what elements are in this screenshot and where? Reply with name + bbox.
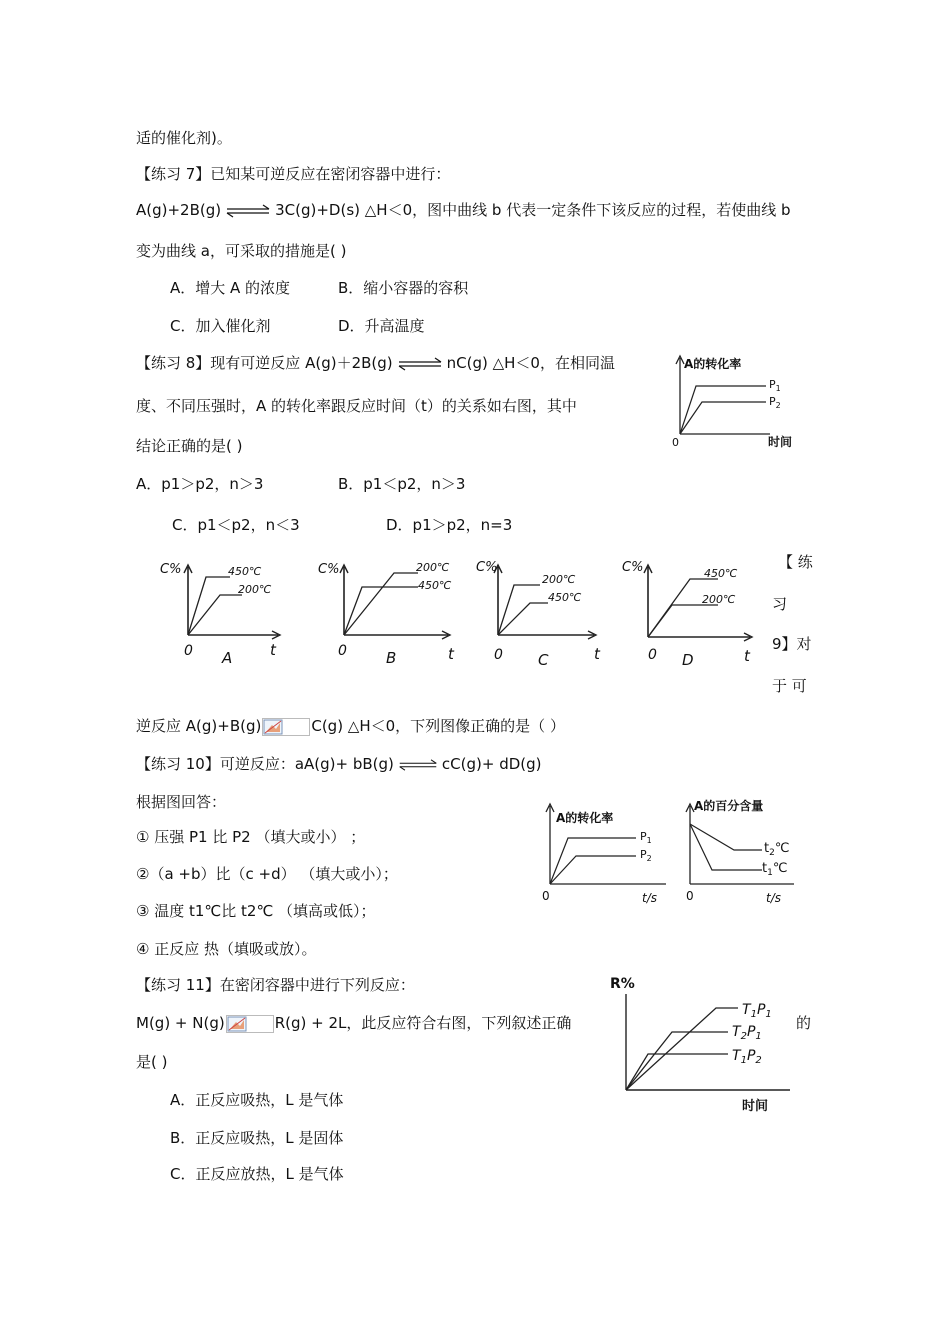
curve-p1 — [550, 838, 636, 884]
curve-low — [648, 605, 718, 637]
option-d: D．升高温度 — [338, 317, 425, 335]
option-a: A．正反应吸热，L 是气体 — [170, 1091, 344, 1109]
curve-high — [498, 585, 540, 635]
option-c: C．加入催化剂 — [170, 317, 271, 335]
curve-label-bottom: 200℃ — [702, 593, 736, 606]
figure-10-conversion — [538, 800, 673, 908]
curve-label-p2: $P_2$ — [769, 395, 781, 410]
option-d: D．p1＞p2，n=3 — [386, 516, 513, 534]
t-axis-label: t — [270, 641, 276, 659]
text-line: 适的催化剂)。 — [136, 129, 232, 147]
figure-10-content — [682, 794, 807, 908]
curve-label-t1: $t_1℃$ — [762, 861, 788, 878]
exercise-7-question: 变为曲线 a，可采取的措施是( ) — [136, 242, 347, 260]
exercise-10-item-1: ① 压强 P1 比 P2 （填大或小） ； — [136, 828, 366, 846]
t-axis-label: t — [744, 647, 750, 665]
origin-label: 0 — [686, 889, 694, 903]
figure-letter: B — [386, 649, 397, 667]
curve-high — [648, 579, 718, 637]
equation-left: 【练习 10】可逆反应：aA(g)+ bB(g) — [136, 755, 394, 773]
figure-9-a — [158, 547, 298, 672]
y-axis-label: A的转化率 — [556, 811, 614, 825]
curve-p1 — [680, 386, 766, 434]
y-axis-label: C% — [160, 562, 182, 577]
curve-label-top: 450℃ — [704, 567, 738, 580]
equation-right: 3C(g)+D(s) △H＜0，图中曲线 b 代表一定条件下该反应的过程，若使曲线 b — [275, 201, 791, 219]
option-a: A．增大 A 的浓度 — [170, 279, 291, 297]
y-axis-label: C% — [318, 562, 340, 577]
curve-t1p2 — [626, 1054, 728, 1090]
curve-label-t2: $t_2℃$ — [764, 841, 790, 858]
broken-image-icon — [226, 1015, 274, 1033]
curve-label-t1p1: $T_1P_1$ — [742, 1002, 772, 1020]
curve-label-bottom: 450℃ — [418, 579, 452, 592]
t-axis-label: t — [448, 645, 454, 663]
exercise-9-equation — [136, 716, 565, 736]
curve-t1p1 — [626, 1008, 738, 1090]
y-axis-label: A的转化率 — [684, 357, 742, 371]
broken-image-icon — [262, 718, 310, 736]
option-c: C．p1＜p2，n＜3 — [172, 516, 300, 534]
figure-exercise-8 — [668, 350, 808, 450]
exercise-9-side: 【 练 — [778, 553, 813, 571]
option-b: B．正反应吸热，L 是固体 — [170, 1129, 344, 1147]
exercise-7-equation — [136, 200, 790, 220]
curve-t2p1 — [626, 1032, 728, 1090]
figure-exercise-11 — [608, 972, 798, 1117]
equation-right: cC(g)+ dD(g) — [441, 755, 542, 773]
x-axis-label: t/s — [766, 891, 781, 905]
equilibrium-arrow-icon — [225, 204, 271, 218]
equilibrium-arrow-icon — [398, 758, 438, 772]
curve-label-top: 200℃ — [416, 561, 450, 574]
equation-left: A(g)+2B(g) — [136, 201, 222, 219]
equation-right: R(g) + 2L，此反应符合右图，下列叙述正确 — [274, 1014, 572, 1032]
exercise-11-title: 【练习 11】在密闭容器中进行下列反应： — [136, 976, 415, 994]
figure-9-d — [618, 547, 763, 672]
exercise-11-equation — [136, 1013, 571, 1033]
option-b: B．p1＜p2，n＞3 — [338, 475, 466, 493]
x-axis-label: 时间 — [768, 435, 793, 449]
exercise-10-line: 根据图回答： — [136, 793, 227, 811]
curve-label-bottom: 450℃ — [548, 591, 582, 604]
equation-left: M(g) + N(g) — [136, 1014, 225, 1032]
exercise-11-trailing: 的 — [796, 1014, 812, 1032]
curve-label-top: 450℃ — [228, 565, 262, 578]
exercise-10-title — [136, 754, 542, 774]
origin-label: 0 — [338, 643, 347, 659]
figure-letter: A — [222, 649, 233, 667]
exercise-7-title: 【练习 7】已知某可逆反应在密闭容器中进行： — [136, 165, 451, 183]
origin-label: 0 — [542, 889, 550, 903]
equation-left: 【练习 8】现有可逆反应 A(g)＋2B(g) — [136, 354, 393, 372]
x-axis-label: t/s — [642, 891, 657, 905]
origin-label: 0 — [184, 643, 193, 659]
y-axis-label: R% — [610, 976, 635, 992]
y-axis-label: C% — [476, 560, 498, 575]
exercise-9-side: 习 — [772, 595, 788, 613]
curve-label-t2p1: $T_2P_1$ — [732, 1024, 762, 1042]
curve-low — [498, 603, 548, 635]
curve-low — [344, 587, 418, 635]
option-c: C．正反应放热，L 是气体 — [170, 1165, 344, 1183]
curve-label-bottom: 200℃ — [238, 583, 272, 596]
t-axis-label: t — [594, 645, 600, 663]
equation-right: C(g) △H＜0，下列图像正确的是（ ） — [311, 717, 565, 735]
curve-label-top: 200℃ — [542, 573, 576, 586]
exercise-9-side: 9】对 — [772, 635, 812, 653]
curve-p2 — [680, 402, 766, 434]
exercise-8-line2: 度、不同压强时，A 的转化率跟反应时间（t）的关系如右图，其中 — [136, 397, 577, 415]
curve-label-t1p2: $T_1P_2$ — [732, 1048, 762, 1066]
exercise-10-item-3: ③ 温度 t1℃比 t2℃ （填高或低）； — [136, 902, 376, 920]
origin-label: 0 — [648, 647, 657, 663]
curve-p2 — [550, 856, 636, 884]
curve-label-p1: $P_1$ — [640, 830, 652, 845]
exercise-10-item-4: ④ 正反应 热（填吸或放）。 — [136, 940, 317, 958]
equilibrium-arrow-icon — [397, 357, 443, 371]
curve-label-p2: $P_2$ — [640, 848, 652, 863]
option-b: B．缩小容器的容积 — [338, 279, 469, 297]
x-axis-label: 时间 — [742, 1099, 769, 1114]
exercise-11-question: 是( ) — [136, 1053, 168, 1071]
exercise-10-item-2: ②（a +b）比（c +d） （填大或小）； — [136, 865, 398, 883]
equation-left: 逆反应 A(g)+B(g) — [136, 717, 262, 735]
origin-label: 0 — [672, 436, 679, 449]
curve-low — [188, 595, 242, 635]
exercise-8-line3: 结论正确的是( ) — [136, 437, 243, 455]
exercise-9-side: 于 可 — [772, 677, 807, 695]
y-axis-label: C% — [622, 560, 644, 575]
figure-9-b — [318, 547, 463, 672]
origin-label: 0 — [494, 647, 503, 663]
figure-letter: D — [682, 651, 694, 669]
exercise-8-title — [136, 353, 615, 373]
option-a: A．p1＞p2，n＞3 — [136, 475, 264, 493]
y-axis-label: A的百分含量 — [694, 799, 764, 813]
figure-9-c — [476, 547, 611, 672]
curve-label-p1: $P_1$ — [769, 378, 781, 393]
figure-letter: C — [538, 651, 549, 669]
equation-right: nC(g) △H＜0，在相同温 — [446, 354, 615, 372]
